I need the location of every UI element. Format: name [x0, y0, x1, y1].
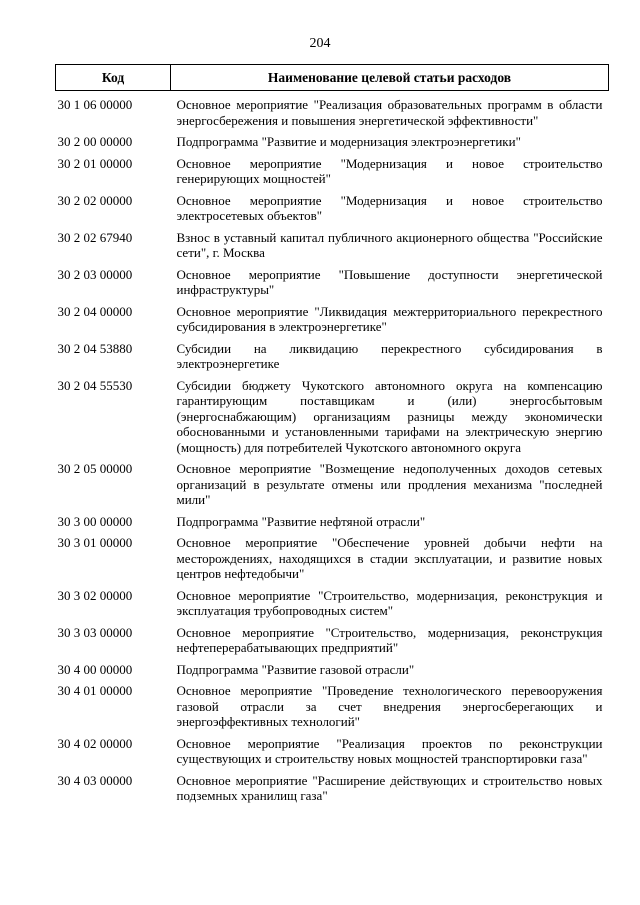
row-name: Субсидии на ликвидацию перекрестного субсидирования в электроэнергетике: [176, 340, 603, 371]
page-number: 204: [309, 36, 331, 51]
row-name: Субсидии бюджету Чукотского автономного округа на компенсацию гарантирующим поставщикам и (или) энергосбытовым (энергоснабжающим) организациям разницы между экономически обоснованными и установленными тарифами на электрическую энергию (мощность) для потребителей Чукотского автономного округа: [176, 377, 603, 455]
table-row: [56, 508, 609, 530]
row-code: 30 4 00 00000: [57, 661, 133, 677]
row-code: 30 2 04 55530: [57, 377, 133, 393]
row-code: 30 2 00 00000: [57, 134, 133, 149]
row-name: Основное мероприятие "Возмещение недополученных доходов сетевых организаций в результате отмены или продления механизма "последней мили": [176, 461, 603, 507]
row-code: 30 3 00 00000: [57, 513, 133, 529]
row-code: 30 2 04 53880: [57, 340, 133, 356]
row-name: Основное мероприятие "Повышение доступности энергетической инфраструктуры": [176, 266, 603, 297]
row-name: Основное мероприятие "Строительство, модернизация, реконструкция и эксплуатация трубопроводных систем": [176, 587, 603, 618]
table-row: [56, 298, 609, 335]
row-code: 30 2 01 00000: [57, 155, 133, 171]
row-code: 30 3 03 00000: [57, 624, 133, 640]
table-row: [56, 335, 609, 372]
table-row: [56, 187, 609, 224]
row-name: Взнос в уставный капитал публичного акционерного общества "Российские сети", г. Москва: [176, 229, 603, 260]
row-name: Основное мероприятие "Модернизация и новое строительство электросетевых объектов": [176, 192, 603, 223]
column-header-name: Наименование целевой статьи расходов: [171, 65, 609, 91]
table-header: [56, 65, 609, 91]
row-code: 30 4 01 00000: [57, 683, 133, 698]
row-code: 30 2 02 67940: [57, 229, 133, 245]
row-name: Основное мероприятие "Модернизация и новое строительство генерирующих мощностей": [176, 155, 603, 186]
table-row: [56, 730, 609, 767]
row-name: Основное мероприятие "Строительство, модернизация, реконструкция нефтеперерабатывающих предприятий": [176, 624, 603, 655]
row-name: Основное мероприятие "Реализация проектов по реконструкции существующих и строительству новых мощностей транспортировки газа": [176, 735, 603, 766]
row-name: Основное мероприятие "Ликвидация межтерриториального перекрестного субсидирования в электроэнергетике": [176, 303, 603, 334]
row-name: Основное мероприятие "Расширение действующих и строительство новых подземных хранилищ газа": [176, 772, 603, 803]
row-name: Подпрограмма "Развитие нефтяной отрасли": [176, 513, 426, 529]
row-code: 30 2 04 00000: [57, 303, 133, 319]
row-name: Основное мероприятие "Проведение технологического перевооружения газовой отрасли за счет внедрения энергосберегающих и энергоэффективных технологий": [176, 683, 603, 729]
row-code: 30 1 06 00000: [57, 97, 133, 112]
table-header-row: [56, 65, 609, 91]
table-row: [56, 767, 609, 804]
row-code: 30 2 03 00000: [57, 266, 133, 282]
row-name: Подпрограмма "Развитие и модернизация электроэнергетики": [176, 134, 521, 149]
table-row: [56, 455, 609, 508]
table-row: [56, 128, 609, 150]
column-header-code: Код: [56, 65, 171, 91]
row-code: 30 3 02 00000: [57, 587, 133, 603]
table-row: [56, 91, 609, 129]
budget-classification-table: [55, 64, 609, 804]
table-body: [56, 91, 609, 804]
row-code: 30 4 03 00000: [57, 772, 133, 788]
row-code: 30 2 05 00000: [57, 461, 133, 476]
table-row: [56, 372, 609, 456]
table-row: [56, 150, 609, 187]
row-code: 30 2 02 00000: [57, 192, 133, 208]
table-row: [56, 529, 609, 582]
row-name: Подпрограмма "Развитие газовой отрасли": [176, 661, 415, 677]
table-row: [56, 656, 609, 678]
table-row: [56, 677, 609, 730]
row-name: Основное мероприятие "Реализация образовательных программ в области энергосбережения и повышения энергетической эффективности": [176, 97, 603, 128]
table-row: [56, 619, 609, 656]
table-row: [56, 582, 609, 619]
table-row: [56, 224, 609, 261]
row-code: 30 3 01 00000: [57, 535, 133, 550]
row-name: Основное мероприятие "Обеспечение уровней добычи нефти на месторождениях, находящихся в стадии эксплуатации, и развитие новых центров нефтедобычи": [176, 535, 603, 581]
table-row: [56, 261, 609, 298]
row-code: 30 4 02 00000: [57, 735, 133, 751]
